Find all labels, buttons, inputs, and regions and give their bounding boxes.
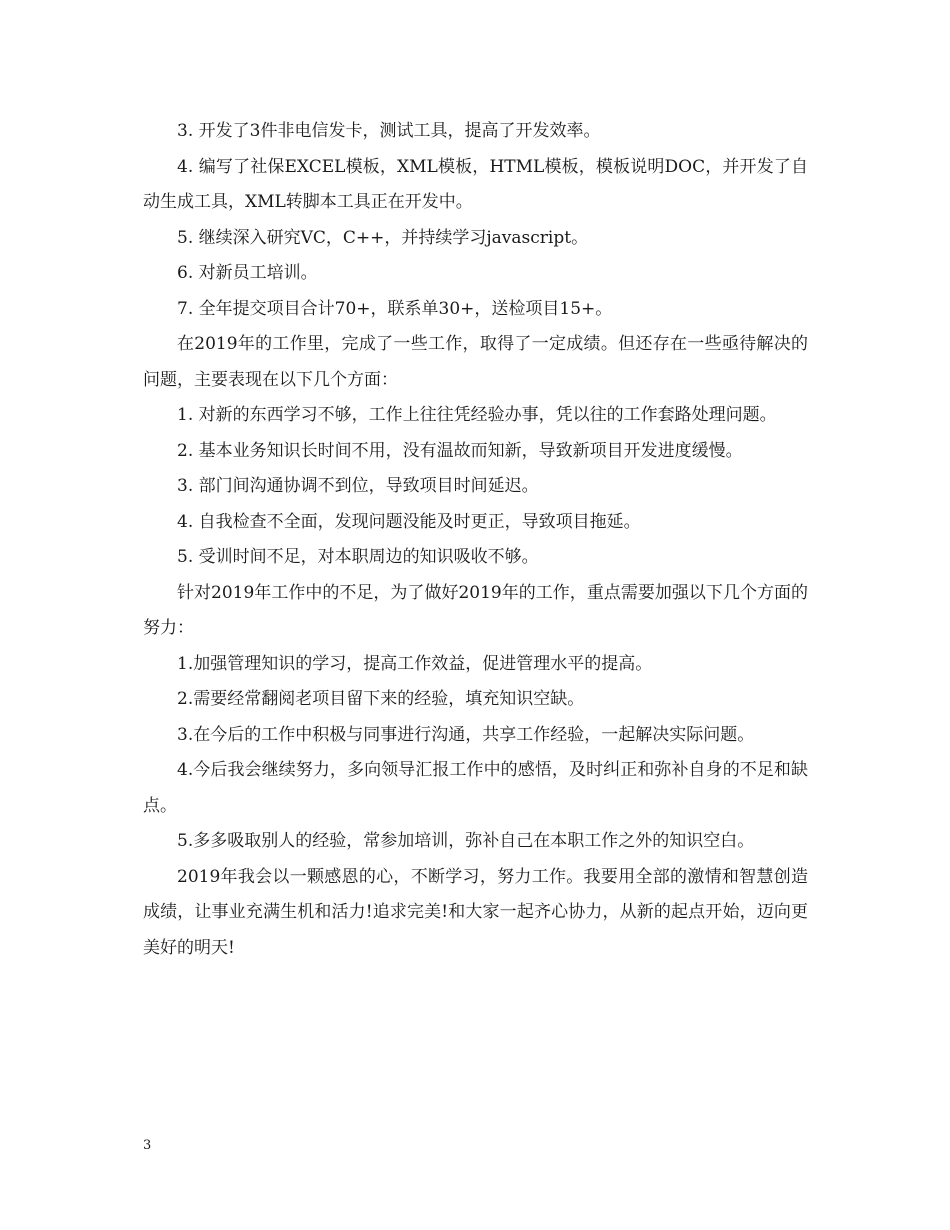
paragraph-problem-2: 2. 基本业务知识长时间不用，没有温故而知新，导致新项目开发进度缓慢。 (177, 440, 743, 461)
paragraph-improvements-intro: 针对2019年工作中的不足，为了做好2019年的工作，重点需要加强以下几个方面的努力： (143, 582, 808, 638)
paragraph-problem-1: 1. 对新的东西学习不够，工作上往往凭经验办事，凭以往的工作套路处理问题。 (177, 405, 777, 425)
paragraph-improvement-1: 1.加强管理知识的学习，提高工作效益，促进管理水平的提高。 (177, 653, 653, 674)
document-body (143, 114, 808, 966)
paragraph-problems-intro: 在2019年的工作里，完成了一些工作，取得了一定成绩。但还存在一些亟待解决的问题，主要表现在以下几个方面： (143, 334, 808, 390)
paragraph-problem-4: 4. 自我检查不全面，发现问题没能及时更正，导致项目拖延。 (177, 511, 641, 532)
paragraph-improvement-4: 4.今后我会继续努力，多向领导汇报工作中的感悟，及时纠正和弥补自身的不足和缺点。 (143, 760, 808, 816)
paragraph-conclusion: 2019年我会以一颗感恩的心，不断学习，努力工作。我要用全部的激情和智慧创造成绩，让事业充满生机和活力!追求完美!和大家一起齐心协力，从新的起点开始，迈向更美好的明天! (143, 866, 808, 958)
page-number: 3 (143, 1138, 152, 1153)
paragraph-item-3: 3. 开发了3件非电信发卡，测试工具，提高了开发效率。 (177, 121, 601, 141)
paragraph-item-4: 4. 编写了社保EXCEL模板，XML模板，HTML模板，模板说明DOC，并开发了自动生成工具，XML转脚本工具正在开发中。 (143, 156, 808, 212)
paragraph-problem-3: 3. 部门间沟通协调不到位，导致项目时间延迟。 (177, 476, 539, 496)
paragraph-problem-5: 5. 受训时间不足，对本职周边的知识吸收不够。 (177, 547, 539, 567)
paragraph-item-7: 7. 全年提交项目合计70+，联系单30+，送检项目15+。 (177, 298, 613, 319)
paragraph-improvement-3: 3.在今后的工作中积极与同事进行沟通，共享工作经验，一起解决实际问题。 (177, 724, 755, 745)
paragraph-item-5: 5. 继续深入研究VC，C++，并持续学习javascript。 (177, 227, 589, 248)
paragraph-improvement-5: 5.多多吸取别人的经验，常参加培训，弥补自己在本职工作之外的知识空白。 (177, 831, 755, 851)
paragraph-improvement-2: 2.需要经常翻阅老项目留下来的经验，填充知识空缺。 (177, 689, 585, 709)
paragraph-item-6: 6. 对新员工培训。 (177, 263, 318, 283)
